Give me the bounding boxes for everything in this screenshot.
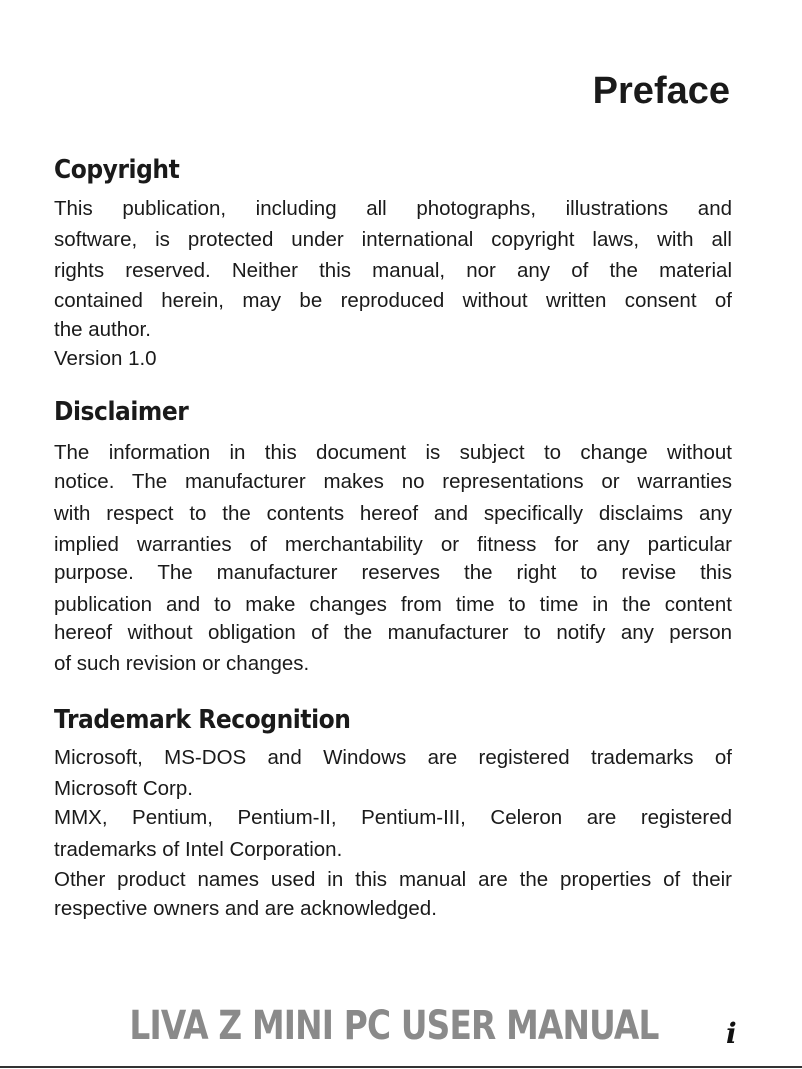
trademark-line: Microsoft, MS-DOS and Windows are registered trademarks of — [54, 746, 732, 769]
page-number: i — [726, 1017, 737, 1050]
trademark-heading: Trademark Recognition — [54, 705, 351, 735]
page-title: Preface — [592, 70, 730, 112]
copyright-line: rights reserved. Neither this manual, nor any of the material — [54, 259, 732, 282]
disclaimer-line: hereof without obligation of the manufacturer to notify any person — [54, 621, 732, 644]
disclaimer-line: The information in this document is subject to change without — [54, 441, 732, 464]
copyright-line: the author. — [54, 318, 151, 341]
bottom-rule — [0, 1066, 802, 1068]
trademark-line: Other product names used in this manual are the properties of their — [54, 868, 732, 891]
version-text: Version 1.0 — [54, 347, 157, 370]
disclaimer-line: of such revision or changes. — [54, 652, 310, 675]
disclaimer-line: with respect to the contents hereof and specifically disclaims any — [54, 502, 732, 525]
copyright-line: software, is protected under international copyright laws, with all — [54, 228, 732, 251]
disclaimer-line: implied warranties of merchantability or fitness for any particular — [54, 533, 732, 556]
disclaimer-line: notice. The manufacturer makes no representations or warranties — [54, 470, 732, 493]
trademark-line: respective owners and are acknowledged. — [54, 897, 437, 920]
copyright-heading: Copyright — [54, 155, 180, 185]
manual-title-footer: LIVA Z MINI PC USER MANUAL — [129, 1003, 659, 1049]
trademark-line: Microsoft Corp. — [54, 777, 193, 800]
disclaimer-line: purpose. The manufacturer reserves the right to revise this — [54, 561, 732, 584]
copyright-line: contained herein, may be reproduced without written consent of — [54, 289, 732, 312]
trademark-line: MMX, Pentium, Pentium-II, Pentium-III, Celeron are registered — [54, 806, 732, 829]
disclaimer-line: publication and to make changes from time to time in the content — [54, 593, 732, 616]
copyright-line: This publication, including all photographs, illustrations and — [54, 197, 732, 220]
trademark-line: trademarks of Intel Corporation. — [54, 838, 343, 861]
disclaimer-heading: Disclaimer — [54, 397, 189, 427]
